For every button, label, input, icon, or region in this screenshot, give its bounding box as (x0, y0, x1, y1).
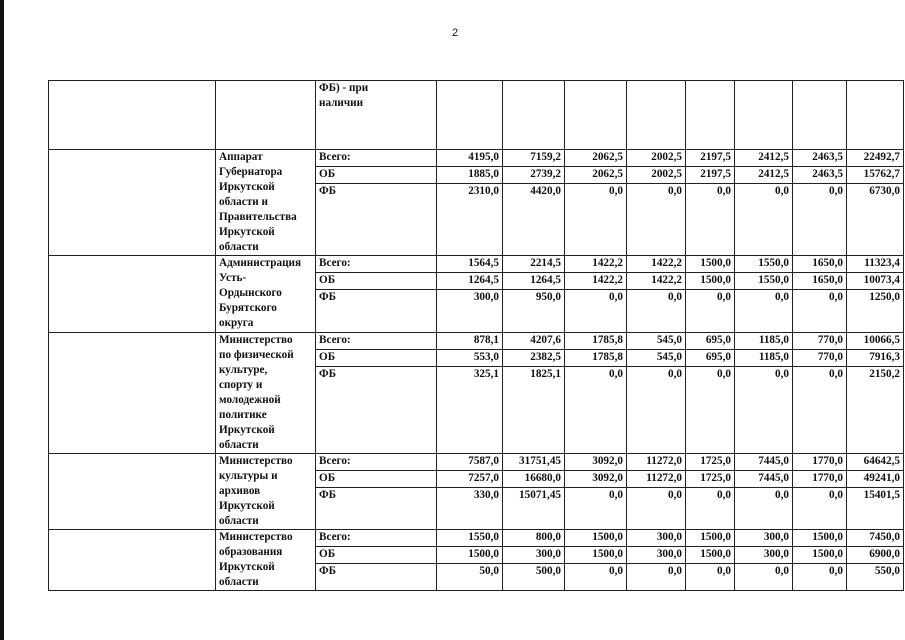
value-cell: 1550,0 (735, 256, 793, 273)
value-cell: 0,0 (627, 290, 686, 333)
value-cell: 0,0 (565, 564, 627, 591)
table-row (49, 256, 904, 273)
value-cell: 878,1 (437, 333, 503, 350)
value-cell: 1500,0 (686, 530, 735, 547)
value-cell: 7445,0 (735, 471, 793, 488)
funding-source-label: Всего: (316, 256, 437, 273)
table-row (49, 150, 904, 167)
value-cell: 330,0 (437, 488, 503, 530)
funding-source-label: Всего: (316, 454, 437, 471)
value-cell: 2150,2 (847, 367, 904, 454)
funding-source-label: ФБ (316, 184, 437, 256)
value-cell: 300,0 (735, 547, 793, 564)
value-cell: 0,0 (627, 184, 686, 256)
value-cell: 545,0 (627, 333, 686, 350)
funding-source-label: Всего: (316, 530, 437, 547)
value-cell: 1500,0 (565, 547, 627, 564)
value-cell: 0,0 (686, 367, 735, 454)
value-cell: 1550,0 (437, 530, 503, 547)
blank-cell (49, 81, 216, 150)
blank-cell (49, 150, 216, 256)
value-cell: 3092,0 (565, 471, 627, 488)
value-cell: 1650,0 (793, 273, 847, 290)
blank-cell (847, 81, 904, 150)
value-cell: 545,0 (627, 350, 686, 367)
value-cell: 553,0 (437, 350, 503, 367)
value-cell: 1500,0 (793, 547, 847, 564)
value-cell: 0,0 (627, 488, 686, 530)
value-cell: 2197,5 (686, 150, 735, 167)
value-cell: 2412,5 (735, 150, 793, 167)
value-cell: 7159,2 (503, 150, 565, 167)
value-cell: 1500,0 (565, 530, 627, 547)
value-cell: 0,0 (735, 184, 793, 256)
blank-cell (793, 81, 847, 150)
blank-cell (49, 333, 216, 454)
value-cell: 1422,2 (565, 256, 627, 273)
value-cell: 500,0 (503, 564, 565, 591)
value-cell: 6900,0 (847, 547, 904, 564)
value-cell: 1500,0 (793, 530, 847, 547)
value-cell: 325,1 (437, 367, 503, 454)
value-cell: 64642,5 (847, 454, 904, 471)
value-cell: 0,0 (793, 184, 847, 256)
value-cell: 1785,8 (565, 350, 627, 367)
value-cell: 0,0 (627, 564, 686, 591)
value-cell: 15401,5 (847, 488, 904, 530)
value-cell: 1264,5 (503, 273, 565, 290)
value-cell: 1500,0 (686, 273, 735, 290)
value-cell: 2002,5 (627, 167, 686, 184)
value-cell: 10073,4 (847, 273, 904, 290)
value-cell: 1650,0 (793, 256, 847, 273)
value-cell: 1185,0 (735, 333, 793, 350)
value-cell: 1725,0 (686, 454, 735, 471)
blank-cell (49, 454, 216, 530)
value-cell: 0,0 (686, 184, 735, 256)
table-body (49, 81, 904, 591)
value-cell: 0,0 (793, 367, 847, 454)
value-cell: 4207,6 (503, 333, 565, 350)
value-cell: 11323,4 (847, 256, 904, 273)
value-cell: 1770,0 (793, 471, 847, 488)
value-cell: 800,0 (503, 530, 565, 547)
value-cell: 0,0 (735, 564, 793, 591)
value-cell: 22492,7 (847, 150, 904, 167)
value-cell: 0,0 (793, 564, 847, 591)
value-cell: 1422,2 (565, 273, 627, 290)
value-cell: 2382,5 (503, 350, 565, 367)
value-cell: 950,0 (503, 290, 565, 333)
value-cell: 695,0 (686, 333, 735, 350)
funding-source-label: ОБ (316, 471, 437, 488)
organization-name: Администрация Усть- Ордынского Бурятского округа (216, 256, 316, 333)
blank-cell (216, 81, 316, 150)
value-cell: 2412,5 (735, 167, 793, 184)
value-cell: 2062,5 (565, 167, 627, 184)
value-cell: 0,0 (627, 367, 686, 454)
value-cell: 4420,0 (503, 184, 565, 256)
table-row (49, 530, 904, 547)
value-cell: 2463,5 (793, 150, 847, 167)
value-cell: 0,0 (686, 564, 735, 591)
blank-cell (49, 256, 216, 333)
value-cell: 10066,5 (847, 333, 904, 350)
blank-cell (686, 81, 735, 150)
value-cell: 300,0 (627, 530, 686, 547)
value-cell: 16680,0 (503, 471, 565, 488)
value-cell: 1770,0 (793, 454, 847, 471)
value-cell: 0,0 (565, 488, 627, 530)
value-cell: 300,0 (735, 530, 793, 547)
value-cell: 0,0 (793, 488, 847, 530)
value-cell: 7257,0 (437, 471, 503, 488)
value-cell: 1725,0 (686, 471, 735, 488)
funding-source-label: ФБ (316, 367, 437, 454)
value-cell: 7445,0 (735, 454, 793, 471)
value-cell: 0,0 (565, 290, 627, 333)
blank-cell (437, 81, 503, 150)
value-cell: 7916,3 (847, 350, 904, 367)
value-cell: 1825,1 (503, 367, 565, 454)
value-cell: 300,0 (503, 547, 565, 564)
value-cell: 1185,0 (735, 350, 793, 367)
blank-cell (49, 530, 216, 591)
value-cell: 1500,0 (686, 547, 735, 564)
value-cell: 2062,5 (565, 150, 627, 167)
value-cell: 50,0 (437, 564, 503, 591)
value-cell: 1422,2 (627, 256, 686, 273)
value-cell: 0,0 (565, 367, 627, 454)
value-cell: 11272,0 (627, 454, 686, 471)
blank-cell (565, 81, 627, 150)
organization-name: Аппарат Губернатора Иркутской области и Правительства Иркутской области (216, 150, 316, 256)
value-cell: 2739,2 (503, 167, 565, 184)
value-cell: 0,0 (735, 488, 793, 530)
funding-source-label: Всего: (316, 333, 437, 350)
value-cell: 15762,7 (847, 167, 904, 184)
page-number: 2 (452, 27, 459, 39)
value-cell: 2310,0 (437, 184, 503, 256)
value-cell: 11272,0 (627, 471, 686, 488)
value-cell: 550,0 (847, 564, 904, 591)
value-cell: 300,0 (437, 290, 503, 333)
value-cell: 0,0 (735, 290, 793, 333)
value-cell: 2002,5 (627, 150, 686, 167)
value-cell: 49241,0 (847, 471, 904, 488)
value-cell: 31751,45 (503, 454, 565, 471)
value-cell: 770,0 (793, 333, 847, 350)
value-cell: 1264,5 (437, 273, 503, 290)
funding-source-label: ФБ (316, 564, 437, 591)
value-cell: 1500,0 (686, 256, 735, 273)
value-cell: 2214,5 (503, 256, 565, 273)
budget-table (48, 80, 904, 591)
value-cell: 1785,8 (565, 333, 627, 350)
funding-source-label: ОБ (316, 350, 437, 367)
funding-source-label: Всего: (316, 150, 437, 167)
value-cell: 2197,5 (686, 167, 735, 184)
value-cell: 7587,0 (437, 454, 503, 471)
organization-name: Министерство по физической культуре, спорту и молодежной политике Иркутской области (216, 333, 316, 454)
value-cell: 15071,45 (503, 488, 565, 530)
value-cell: 1550,0 (735, 273, 793, 290)
organization-name: Министерство культуры и архивов Иркутской области (216, 454, 316, 530)
funding-source-label: ОБ (316, 167, 437, 184)
value-cell: 7450,0 (847, 530, 904, 547)
left-scan-edge (0, 0, 4, 640)
value-cell: 0,0 (565, 184, 627, 256)
value-cell: 0,0 (735, 367, 793, 454)
blank-cell (503, 81, 565, 150)
funding-source-label: ФБ (316, 290, 437, 333)
blank-cell (735, 81, 793, 150)
value-cell: 1885,0 (437, 167, 503, 184)
organization-name: Министерство образования Иркутской области (216, 530, 316, 591)
value-cell: 3092,0 (565, 454, 627, 471)
funding-source-label: ОБ (316, 273, 437, 290)
funding-source-label: ФБ (316, 488, 437, 530)
value-cell: 695,0 (686, 350, 735, 367)
value-cell: 6730,0 (847, 184, 904, 256)
value-cell: 300,0 (627, 547, 686, 564)
continued-label: ФБ) - при наличии (316, 81, 437, 150)
table-row (49, 333, 904, 350)
value-cell: 1564,5 (437, 256, 503, 273)
value-cell: 0,0 (686, 488, 735, 530)
value-cell: 0,0 (686, 290, 735, 333)
blank-cell (627, 81, 686, 150)
value-cell: 0,0 (793, 290, 847, 333)
funding-source-label: ОБ (316, 547, 437, 564)
table-row (49, 454, 904, 471)
table-row-continued (49, 81, 904, 150)
value-cell: 2463,5 (793, 167, 847, 184)
value-cell: 1422,2 (627, 273, 686, 290)
value-cell: 1500,0 (437, 547, 503, 564)
value-cell: 1250,0 (847, 290, 904, 333)
value-cell: 770,0 (793, 350, 847, 367)
value-cell: 4195,0 (437, 150, 503, 167)
